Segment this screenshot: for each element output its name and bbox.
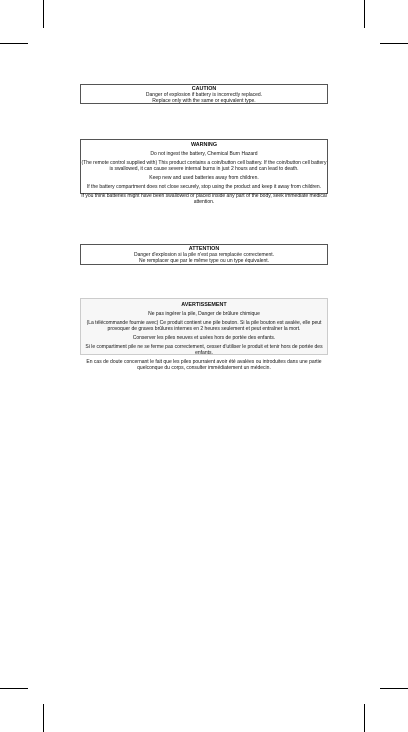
caution-title: CAUTION bbox=[191, 86, 217, 92]
avertissement-paragraph-1: Ne pas ingérer la pile, Danger de brûlure chimique bbox=[148, 311, 260, 318]
avertissement-paragraph-3: Conserver les piles neuves et usées hors de portée des enfants. bbox=[132, 335, 276, 342]
crop-mark-bottom-right-h bbox=[380, 688, 408, 689]
crop-mark-bottom-right-v bbox=[364, 704, 365, 732]
crop-mark-top-right-h bbox=[380, 43, 408, 44]
crop-mark-top-left-v bbox=[43, 0, 44, 28]
avertissement-paragraph-5: En cas de doute concernant le fait que les piles pourraient avoir été avalées ou introduites dans une partie quelconque du corps, consulter immédiatement un médecin. bbox=[86, 359, 322, 372]
crop-mark-top-left-h bbox=[0, 43, 28, 44]
attention-notice bbox=[80, 244, 328, 265]
caution-notice bbox=[80, 84, 328, 104]
crop-mark-bottom-left-h bbox=[0, 688, 28, 689]
avertissement-paragraph-2: (La télécommande fournie avec) Ce produit contient une pile bouton. Si la pile bouton est avalée, elle peut provoquer de graves brûlures internes en 2 heures seulement et peut entraîner la mort. bbox=[86, 320, 322, 333]
warning-paragraph-5: If you think batteries might have been swallowed or placed inside any part of the body, seek immediate medical attention. bbox=[81, 193, 327, 206]
avertissement-title: AVERTISSEMENT bbox=[181, 302, 227, 308]
crop-mark-top-right-v bbox=[364, 0, 365, 28]
warning-paragraph-4: If the battery compartment does not close securely, stop using the product and keep it away from children. bbox=[86, 184, 322, 191]
attention-title: ATTENTION bbox=[188, 246, 220, 252]
warning-paragraph-1: Do not ingest the battery, Chemical Burn Hazard bbox=[150, 151, 258, 158]
warning-title: WARNING bbox=[190, 142, 218, 148]
caution-line-2: Replace only with the same or equivalent type. bbox=[152, 98, 256, 105]
warning-notice bbox=[80, 139, 328, 206]
attention-line-1: Danger d'explosion si la pile n'est pas remplacée correctement. bbox=[133, 252, 275, 259]
crop-mark-bottom-left-v bbox=[43, 704, 44, 732]
avertissement-paragraph-4: Si le compartiment pile ne se ferme pas correctement, cesser d'utiliser le produit et tenir hors de portée des enfants. bbox=[85, 344, 323, 357]
caution-line-1: Danger of explosion if battery is incorrectly replaced. bbox=[145, 92, 263, 99]
warning-paragraph-3: Keep new and used batteries away from children. bbox=[149, 175, 259, 182]
attention-line-2: Ne remplacer que par le même type ou un type équivalent. bbox=[138, 258, 270, 265]
avertissement-notice bbox=[80, 298, 328, 372]
warning-paragraph-2: (The remote control supplied with) This product contains a coin/button cell battery. If the coin/button cell battery is swallowed, it can cause severe internal burns in just 2 hours and can lead to death. bbox=[81, 160, 327, 173]
